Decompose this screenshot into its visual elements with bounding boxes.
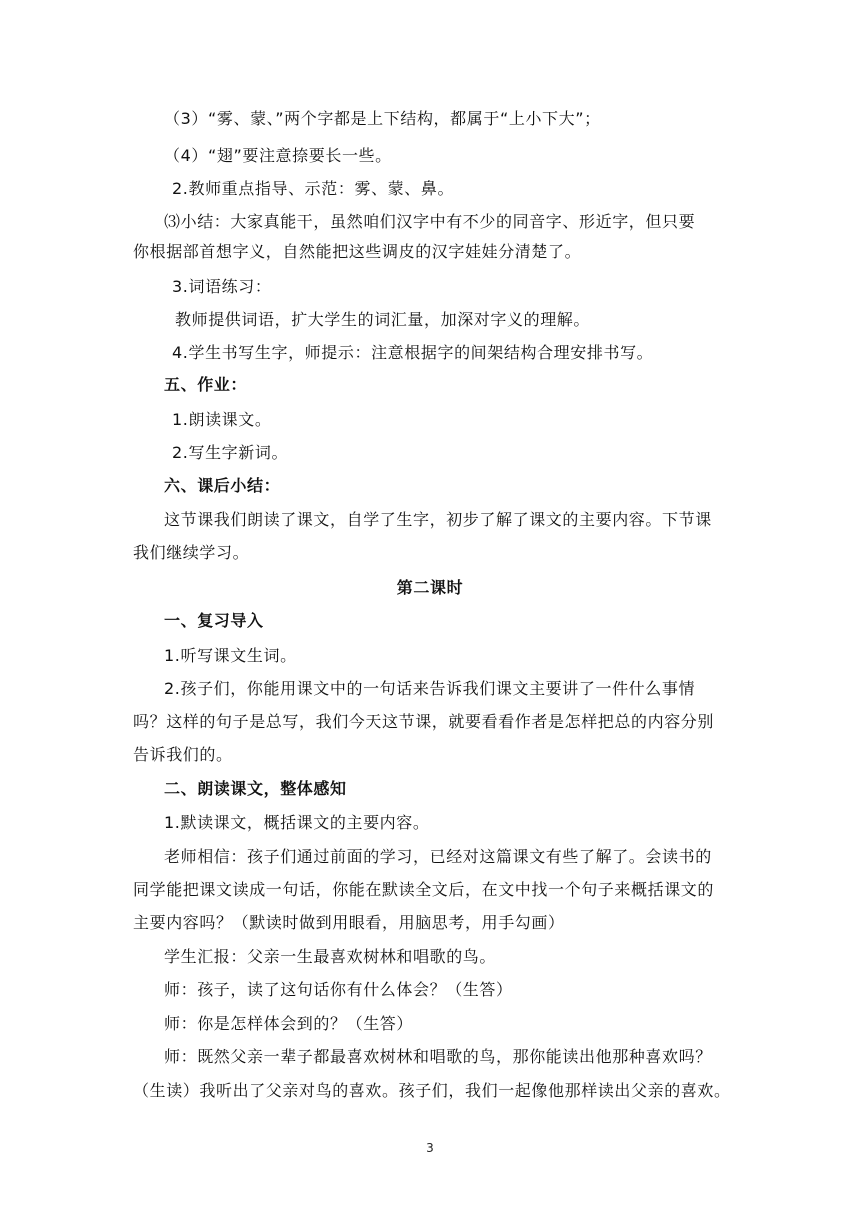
section-heading-review: 一、复习导入 bbox=[164, 611, 264, 630]
text-line-3: 2.教师重点指导、示范：雾、蒙、鼻。 bbox=[172, 179, 455, 198]
lesson-title-second: 第二课时 bbox=[396, 578, 464, 597]
text-line-28: 师：你是怎样体会到的？（生答） bbox=[164, 1014, 414, 1033]
text-line-6: 3.词语练习： bbox=[172, 277, 272, 296]
section-heading-reading: 二、朗读课文，整体感知 bbox=[164, 779, 347, 798]
text-line-13: 这节课我们朗读了课文，自学了生字，初步了解了课文的主要内容。下节课 bbox=[164, 510, 712, 529]
text-line-19: 吗？这样的句子是总写，我们今天这节课，就要看看作者是怎样把总的内容分别 bbox=[133, 712, 715, 731]
page-number: 3 bbox=[426, 1141, 434, 1155]
text-line-22: 1.默读课文，概括课文的主要内容。 bbox=[164, 813, 430, 832]
text-line-4: ⑶小结：大家真能干，虽然咱们汉字中有不少的同音字、形近字，但只要 bbox=[164, 212, 696, 231]
text-line-17: 1.听写课文生词。 bbox=[164, 646, 297, 665]
text-line-11: 2.写生字新词。 bbox=[172, 443, 289, 462]
text-line-5: 你根据部首想字义，自然能把这些调皮的汉字娃娃分清楚了。 bbox=[133, 242, 582, 261]
text-line-1: （3）“雾、蒙、”两个字都是上下结构，都属于“上小下大”； bbox=[164, 109, 601, 128]
text-line-29: 师：既然父亲一辈子都最喜欢树林和唱歌的鸟，那你能读出他那种喜欢吗？ bbox=[164, 1047, 712, 1066]
text-line-8: 4.学生书写生字，师提示：注意根据字的间架结构合理安排书写。 bbox=[172, 343, 654, 362]
section-heading-homework: 五、作业： bbox=[164, 375, 248, 394]
text-line-25: 主要内容吗？（默读时做到用眼看，用脑思考，用手勾画） bbox=[133, 913, 565, 932]
text-line-20: 告诉我们的。 bbox=[133, 745, 233, 764]
text-line-26: 学生汇报：父亲一生最喜欢树林和唱歌的鸟。 bbox=[164, 947, 497, 966]
section-heading-summary: 六、课后小结： bbox=[164, 476, 281, 495]
text-line-10: 1.朗读课文。 bbox=[172, 410, 272, 429]
text-line-2: （4）“翅”要注意捺要长一些。 bbox=[164, 146, 392, 165]
text-line-23: 老师相信：孩子们通过前面的学习，已经对这篇课文有些了解了。会读书的 bbox=[164, 847, 712, 866]
text-line-30: （生读）我听出了父亲对鸟的喜欢。孩子们，我们一起像他那样读出父亲的喜欢。 bbox=[133, 1081, 731, 1100]
text-line-14: 我们继续学习。 bbox=[133, 543, 250, 562]
text-line-24: 同学能把课文读成一句话，你能在默读全文后，在文中找一个句子来概括课文的 bbox=[133, 880, 715, 899]
text-line-7: 教师提供词语，扩大学生的词汇量，加深对字义的理解。 bbox=[175, 310, 591, 329]
text-line-18: 2.孩子们，你能用课文中的一句话来告诉我们课文主要讲了一件什么事情 bbox=[164, 679, 696, 698]
text-line-27: 师：孩子，读了这句话你有什么体会？（生答） bbox=[164, 980, 513, 999]
